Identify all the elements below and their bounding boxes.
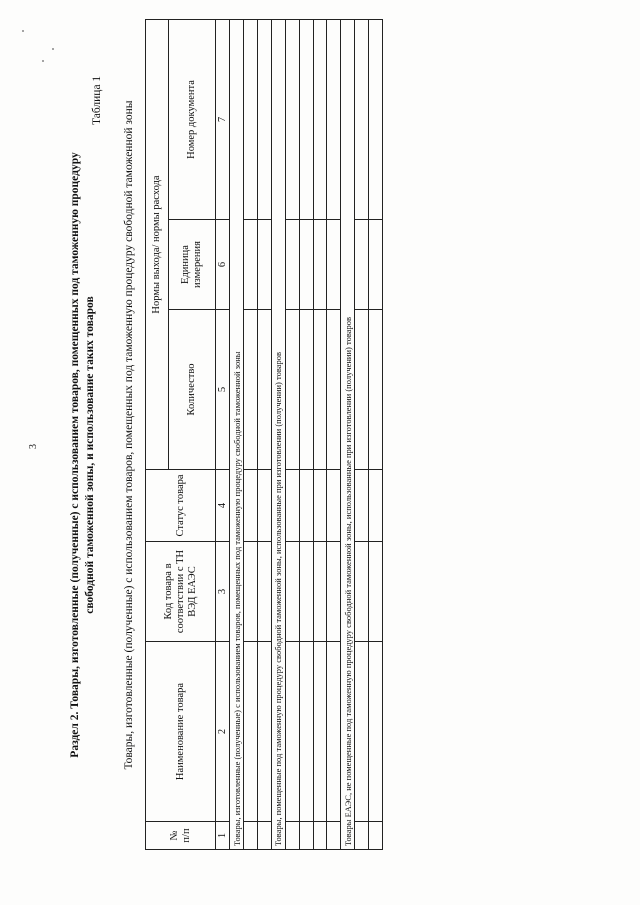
- section-title-line2: свободной таможенной зоны, и использование таких товаров: [84, 296, 96, 614]
- table-row: [327, 20, 341, 850]
- header-quantity: Количество: [169, 310, 216, 470]
- header-doc-number: Номер документа: [169, 20, 216, 220]
- goods-table: [145, 19, 383, 850]
- header-norms: Нормы выхода/ нормы расхода: [146, 20, 169, 470]
- col-number: 3: [216, 542, 230, 642]
- table-row: [244, 20, 258, 850]
- col-number: 4: [216, 470, 230, 542]
- header-status: Статус товара: [146, 470, 216, 542]
- col-number: 2: [216, 642, 230, 822]
- col-number: 1: [216, 822, 230, 850]
- header-name: Наименование товара: [146, 642, 216, 822]
- table-row: [355, 20, 369, 850]
- header-unit: Единица измерения: [169, 220, 216, 310]
- table-row: [369, 20, 383, 850]
- col-number: 7: [216, 20, 230, 220]
- group-label-produced: Товары, изготовленные (полученные) с использованием товаров, помещенных под таможенную процедуру свободной таможенной зоны: [230, 20, 244, 850]
- table-label: Таблица 1: [91, 75, 103, 125]
- table-row: [313, 20, 327, 850]
- group-label-eaeu-goods: Товары ЕАЭС, не помещенные под таможенную процедуру свободной таможенной зоны, использованные при изготовлении (получении) товаров: [341, 20, 355, 850]
- section-caption: Товары, изготовленные (полученные) с использованием товаров, помещенных под таможенную процедуру свободной таможенной зоны: [123, 100, 135, 770]
- table-row: [258, 20, 272, 850]
- table-row: [285, 20, 299, 850]
- section-title-line1: Раздел 2. Товары, изготовленные (полученные) с использованием товаров, помещенных под таможенную процедуру: [69, 152, 81, 758]
- group-label-fcz-goods: Товары, помещенные под таможенную процедуру свободной таможенной зоны, использованные при изготовлении (получении) товаров: [271, 20, 285, 850]
- col-number: 6: [216, 220, 230, 310]
- page-number: 3: [28, 444, 39, 449]
- header-code: Код товара в соответствии с ТН ВЭД ЕАЭС: [146, 542, 216, 642]
- table-row: [299, 20, 313, 850]
- header-num: № п/п: [146, 822, 216, 850]
- col-number: 5: [216, 310, 230, 470]
